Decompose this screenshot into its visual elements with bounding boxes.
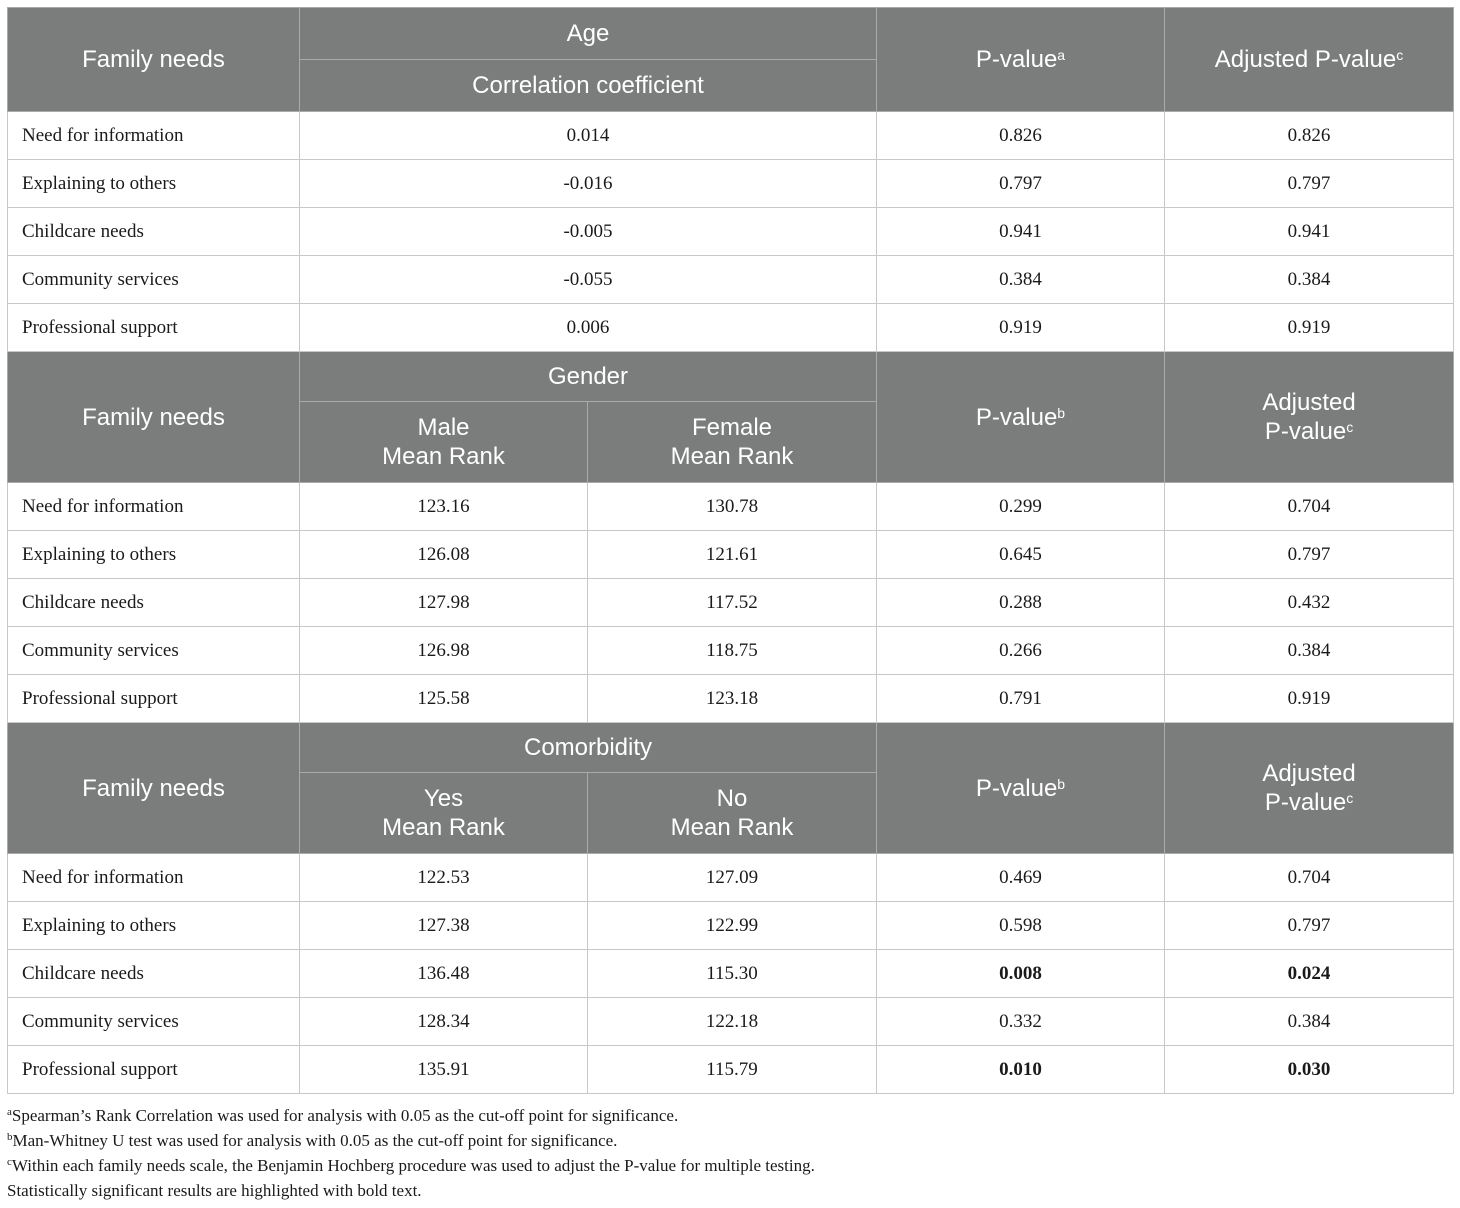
adjusted-p-value: 0.384 (1165, 256, 1454, 304)
p-value: 0.384 (877, 256, 1165, 304)
p-value: 0.941 (877, 208, 1165, 256)
yes-mean-rank: 122.53 (300, 854, 588, 902)
adjusted-p-value-header: Adjusted P-value$^c$ (1165, 723, 1454, 854)
p-value-significant: 0.010 (877, 1046, 1165, 1094)
row-label: Explaining to others (8, 902, 300, 950)
adjusted-p-value: 0.704 (1165, 483, 1454, 531)
correlation-value: -0.055 (300, 256, 877, 304)
adjusted-p-value: 0.941 (1165, 208, 1454, 256)
yes-mean-rank: 127.38 (300, 902, 588, 950)
table-row (8, 160, 1454, 208)
table-row (8, 112, 1454, 160)
row-label: Professional support (8, 675, 300, 723)
table-row (8, 998, 1454, 1046)
no-mean-rank: 122.99 (588, 902, 877, 950)
family-needs-header: Family needs (8, 352, 300, 483)
correlation-value: -0.016 (300, 160, 877, 208)
comorbidity-header-row (8, 723, 1454, 773)
p-value: 0.469 (877, 854, 1165, 902)
row-label: Need for information (8, 483, 300, 531)
family-needs-header: Family needs (8, 723, 300, 854)
p-value: 0.598 (877, 902, 1165, 950)
adjusted-p-value: 0.797 (1165, 531, 1454, 579)
adjusted-p-value: 0.797 (1165, 902, 1454, 950)
no-mean-rank: 115.79 (588, 1046, 877, 1094)
male-mean-rank: 127.98 (300, 579, 588, 627)
gender-group-header: Gender (300, 352, 877, 402)
adjusted-p-value: 0.384 (1165, 627, 1454, 675)
footnote-b: $^b$Man-Whitney U test was used for analysis with 0.05 as the cut-off point for significance. (7, 1131, 618, 1150)
adjusted-p-value-header: Adjusted P-value$^c$ (1165, 352, 1454, 483)
male-mean-rank: 126.98 (300, 627, 588, 675)
age-header-row (8, 8, 1454, 60)
row-label: Childcare needs (8, 950, 300, 998)
no-mean-rank: 122.18 (588, 998, 877, 1046)
table-footnotes (7, 1103, 1453, 1203)
adjusted-p-value: 0.826 (1165, 112, 1454, 160)
comorbidity-group-header: Comorbidity (300, 723, 877, 773)
female-mean-rank: 121.61 (588, 531, 877, 579)
male-mean-rank: 123.16 (300, 483, 588, 531)
female-mean-rank: 117.52 (588, 579, 877, 627)
row-label: Professional support (8, 304, 300, 352)
row-label: Childcare needs (8, 579, 300, 627)
p-value: 0.645 (877, 531, 1165, 579)
age-group-header: Age (300, 8, 877, 60)
table-row (8, 854, 1454, 902)
p-value-significant: 0.008 (877, 950, 1165, 998)
p-value: 0.299 (877, 483, 1165, 531)
adjusted-p-value-header: Adjusted P-value$^c$ (1165, 8, 1454, 112)
p-value: 0.919 (877, 304, 1165, 352)
row-label: Explaining to others (8, 531, 300, 579)
correlation-value: 0.006 (300, 304, 877, 352)
adjusted-p-value-significant: 0.030 (1165, 1046, 1454, 1094)
p-value-header: P-value$^a$ (877, 8, 1165, 112)
male-mean-rank-header: Male Mean Rank (300, 402, 588, 483)
no-mean-rank: 115.30 (588, 950, 877, 998)
yes-mean-rank: 136.48 (300, 950, 588, 998)
gender-header-row (8, 352, 1454, 402)
family-needs-header: Family needs (8, 8, 300, 112)
table-row (8, 256, 1454, 304)
adjusted-p-value: 0.919 (1165, 304, 1454, 352)
correlation-coefficient-header: Correlation coefficient (300, 60, 877, 112)
row-label: Professional support (8, 1046, 300, 1094)
results-table-container (7, 7, 1453, 1094)
row-label: Explaining to others (8, 160, 300, 208)
row-label: Need for information (8, 854, 300, 902)
female-mean-rank: 130.78 (588, 483, 877, 531)
row-label: Need for information (8, 112, 300, 160)
female-mean-rank: 118.75 (588, 627, 877, 675)
p-value: 0.826 (877, 112, 1165, 160)
adjusted-p-value: 0.432 (1165, 579, 1454, 627)
adjusted-p-value: 0.797 (1165, 160, 1454, 208)
p-value: 0.332 (877, 998, 1165, 1046)
table-row (8, 627, 1454, 675)
footnote-c: $^c$Within each family needs scale, the Benjamin Hochberg procedure was used to adjust the P-value for multiple testing. (7, 1156, 815, 1175)
female-mean-rank: 123.18 (588, 675, 877, 723)
p-value: 0.266 (877, 627, 1165, 675)
family-needs-table (7, 7, 1454, 1094)
table-row (8, 675, 1454, 723)
adjusted-p-value-significant: 0.024 (1165, 950, 1454, 998)
correlation-value: 0.014 (300, 112, 877, 160)
table-row (8, 483, 1454, 531)
table-row (8, 579, 1454, 627)
table-row (8, 950, 1454, 998)
female-mean-rank-header: Female Mean Rank (588, 402, 877, 483)
p-value-header: P-value$^b$ (877, 352, 1165, 483)
p-value: 0.791 (877, 675, 1165, 723)
male-mean-rank: 125.58 (300, 675, 588, 723)
footnote-a: $^a$Spearman’s Rank Correlation was used for analysis with 0.05 as the cut-off point for significance. (7, 1106, 679, 1125)
p-value-header: P-value$^b$ (877, 723, 1165, 854)
no-mean-rank-header: No Mean Rank (588, 773, 877, 854)
adjusted-p-value: 0.384 (1165, 998, 1454, 1046)
table-row (8, 902, 1454, 950)
p-value: 0.797 (877, 160, 1165, 208)
adjusted-p-value: 0.704 (1165, 854, 1454, 902)
row-label: Community services (8, 256, 300, 304)
yes-mean-rank: 128.34 (300, 998, 588, 1046)
male-mean-rank: 126.08 (300, 531, 588, 579)
table-row (8, 304, 1454, 352)
table-row (8, 208, 1454, 256)
p-value: 0.288 (877, 579, 1165, 627)
yes-mean-rank-header: Yes Mean Rank (300, 773, 588, 854)
no-mean-rank: 127.09 (588, 854, 877, 902)
row-label: Childcare needs (8, 208, 300, 256)
footnote-significance: Statistically significant results are highlighted with bold text. (7, 1181, 422, 1200)
table-row (8, 1046, 1454, 1094)
correlation-value: -0.005 (300, 208, 877, 256)
adjusted-p-value: 0.919 (1165, 675, 1454, 723)
row-label: Community services (8, 998, 300, 1046)
table-row (8, 531, 1454, 579)
row-label: Community services (8, 627, 300, 675)
yes-mean-rank: 135.91 (300, 1046, 588, 1094)
